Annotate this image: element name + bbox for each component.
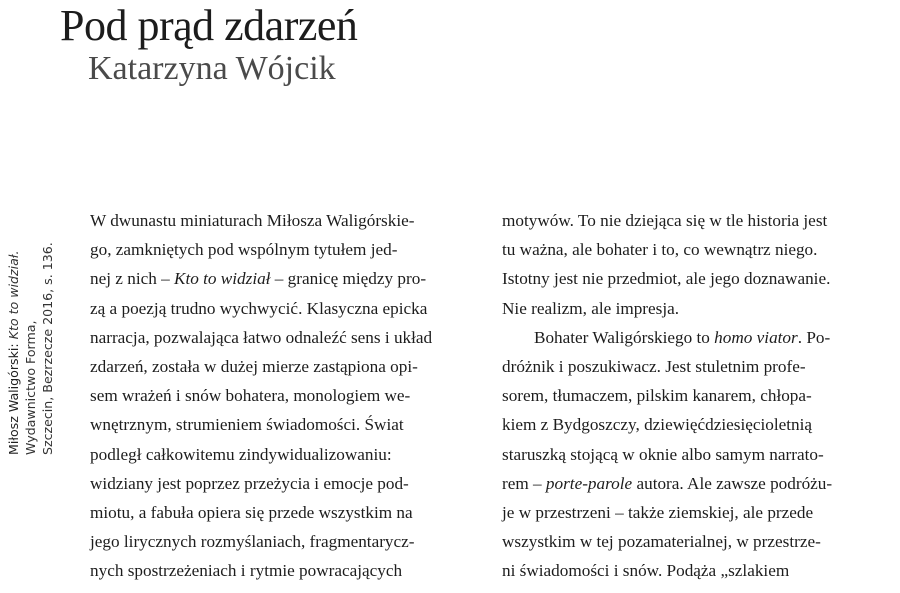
text-segment: Bohater Waligórskiego to [534, 327, 715, 347]
text-line [502, 323, 900, 352]
text-line: dróżnik i poszukiwacz. Jest stuletnim profe- [502, 356, 806, 376]
citation-author: Miłosz Waligórski: [6, 343, 21, 455]
text-line: kiem z Bydgoszczy, dziewięćdziesięcioletnią [502, 415, 813, 435]
citation-book-title: Kto to widział. [6, 250, 21, 340]
text-line: widziany jest poprzez przeżycia i emocje pod- [90, 473, 409, 493]
text-segment: rem – [502, 473, 546, 493]
citation-publisher: Wydawnictwo Forma, [23, 320, 38, 455]
text-line: Nie realizm, ale impresja. [502, 298, 680, 318]
text-line: je w przestrzeni – także ziemskiej, ale przede [502, 502, 814, 522]
text-segment: – granicę między pro- [270, 269, 427, 289]
text-line: zdarzeń, została w dużej mierze zastąpiona opi- [90, 356, 418, 376]
citation-place-year: Szczecin, Bezrzecze 2016, s. 136. [40, 242, 55, 455]
book-title-italic: Kto to widział [174, 269, 271, 289]
text-segment: autora. Ale zawsze podróżu- [632, 473, 833, 493]
text-line: motywów. To nie dziejąca się w tle historia jest [502, 211, 828, 230]
article-author: Katarzyna Wójcik [88, 50, 336, 87]
text-segment: . Po- [797, 327, 831, 347]
text-line [90, 264, 495, 293]
text-line: W dwunastu miniaturach Miłosza Waligórskie- [90, 211, 415, 230]
text-line: sem wrażeń i snów bohatera, monologiem we- [90, 386, 411, 406]
text-line: wszystkim w tej pozamaterialnej, w przestrze- [502, 532, 821, 552]
article-column-right [502, 206, 900, 585]
text-line: staruszką stojącą w oknie albo samym narrato- [502, 444, 824, 464]
book-citation-text [5, 205, 56, 455]
text-line: ni świadomości i snów. Podąża „szlakiem [502, 561, 790, 581]
book-citation [0, 205, 70, 455]
text-line: miotu, a fabuła opiera się przede wszystkim na [90, 502, 413, 522]
text-line: tu ważna, ale bohater i to, co wewnątrz niego. [502, 240, 818, 260]
text-line: podległ całkowitemu zindywidualizowaniu: [90, 444, 392, 464]
text-line [502, 469, 900, 498]
text-line: sorem, tłumaczem, pilskim kanarem, chłopa- [502, 386, 812, 406]
text-line: wnętrznym, strumieniem świadomości. Świat [90, 415, 404, 435]
text-segment: nej z nich – [90, 269, 174, 289]
latin-phrase-italic: homo viator [714, 327, 798, 347]
article-title: Pod prąd zdarzeń [60, 1, 358, 50]
text-line: go, zamkniętych pod wspólnym tytułem jed- [90, 240, 398, 260]
text-line: narracja, pozwalająca łatwo odnaleźć sens i układ [90, 327, 433, 347]
french-phrase-italic: porte-parole [545, 473, 633, 493]
article-column-left [90, 206, 495, 585]
citation-line-1 [5, 205, 22, 455]
text-line: Istotny jest nie przedmiot, ale jego doznawanie. [502, 269, 831, 289]
text-line: jego lirycznych rozmyślaniach, fragmentarycz- [90, 532, 415, 552]
text-line: zą a poezją trudno wychwycić. Klasyczna epicka [90, 298, 428, 318]
text-line: nych spostrzeżeniach i rytmie powracających [90, 561, 403, 581]
